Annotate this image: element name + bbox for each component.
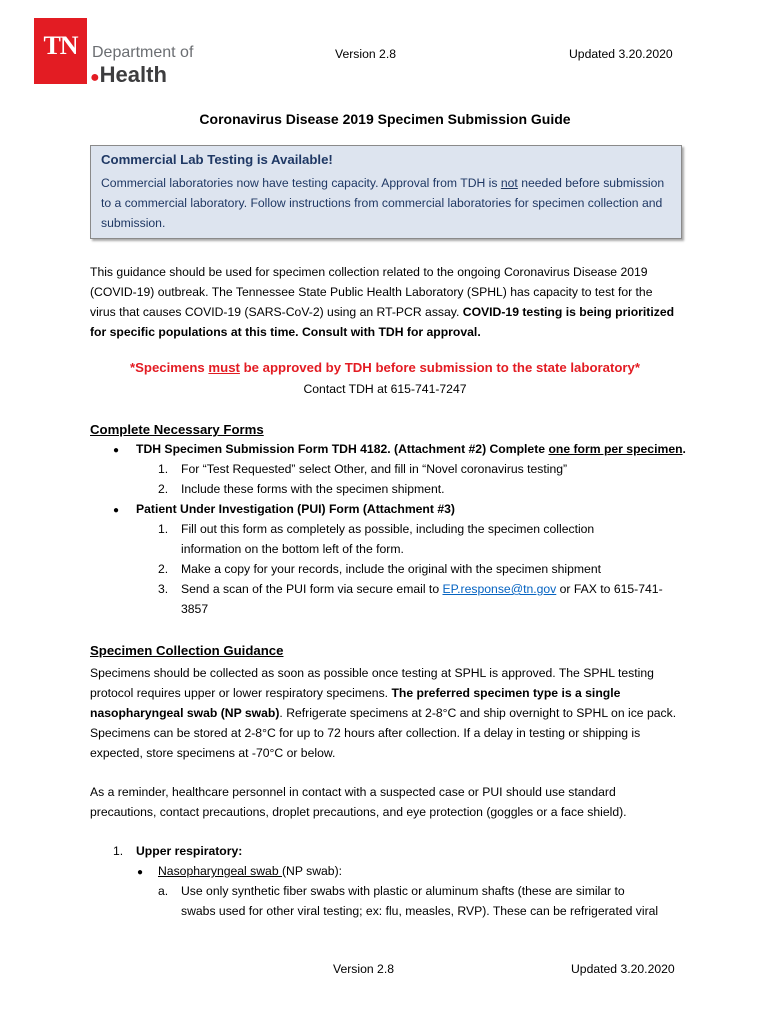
contact-line: Contact TDH at 615-741-7247 [303, 382, 467, 396]
forms-bullet-2: Patient Under Investigation (PUI) Form (Attachment #3) [136, 502, 455, 516]
collection-heading: Specimen Collection Guidance [90, 643, 284, 658]
callout-not-emphasis: not [500, 176, 518, 190]
ep-response-email-link[interactable]: EP.response@tn.gov [442, 582, 557, 596]
approval-warning: *Specimens must be approved by TDH before submission to the state laboratory* [129, 360, 641, 375]
list-number: 1. [158, 462, 169, 476]
upper-respiratory-item: Upper respiratory: [136, 844, 243, 858]
forms-b2-item-2: Make a copy for your records, include the original with the specimen shipment [181, 562, 601, 576]
forms-heading: Complete Necessary Forms [90, 422, 264, 437]
list-number: 3. [158, 582, 169, 596]
logo-department-text: Department of [92, 44, 194, 61]
ppe-reminder-paragraph: As a reminder, healthcare personnel in contact with a suspected case or PUI should use standard precautions, contact precautions, droplet precautions, and eye protection (goggles or a face shield). [90, 785, 627, 819]
page-title: Coronavirus Disease 2019 Specimen Submission Guide [199, 111, 571, 127]
intro-paragraph: This guidance should be used for specimen collection related to the ongoing Coronavirus Disease 2019 (COVID-19) outbreak. The Tennessee State Public Health Laboratory (SPHL) has capacity to test for the virus that causes COVID-19 (SARS-CoV-2) using an RT-PCR assay. COVID-19 testing is being prioritized for specific populations at this time. Consult with TDH for approval. [90, 265, 675, 339]
list-number: 1. [113, 844, 124, 858]
forms-b1-item-2: Include these forms with the specimen shipment. [181, 482, 445, 496]
logo-health-text: ●Health [90, 62, 167, 87]
forms-b2-item-3: Send a scan of the PUI form via secure email to EP.response@tn.gov or FAX to 615-741- [181, 582, 663, 596]
list-letter: a. [158, 884, 169, 898]
list-number: 1. [158, 522, 169, 536]
swab-instruction-a-cont: swabs used for other viral testing; ex: flu, measles, RVP). These can be refrigerated viral [181, 904, 659, 918]
np-swab-item: Nasopharyngeal swab (NP swab): [158, 864, 343, 878]
collection-paragraph: Specimens should be collected as soon as possible once testing at SPHL is approved. The SPHL testing protocol requires upper or lower respiratory specimens. The preferred specimen type is a single nasopharyngeal swab (NP swab). Refrigerate specimens at 2-8°C and ship overnight to SPHL on ice pack. Specimens can be stored at 2-8°C for up to 72 hours after collection. If a delay in testing or shipping is expected, store specimens at -70°C or below. [90, 666, 677, 760]
list-number: 2. [158, 562, 169, 576]
forms-bullet-1: TDH Specimen Submission Form TDH 4182. (Attachment #2) Complete one form per specimen. [136, 442, 686, 456]
callout-body: Commercial laboratories now have testing capacity. Approval from TDH is not needed before submission to a commercial laboratory. Follow instructions from commercial laboratories for specimen collection and submission. [101, 176, 665, 230]
header-version: Version 2.8 [335, 47, 396, 61]
footer-updated: Updated 3.20.2020 [571, 962, 675, 976]
forms-b2-item-3-cont: 3857 [181, 602, 209, 616]
tn-logo-mark: TN [34, 18, 87, 84]
footer-version: Version 2.8 [333, 962, 394, 976]
bullet-icon: ● [113, 445, 120, 456]
forms-b1-item-1: For “Test Requested” select Other, and fill in “Novel coronavirus testing” [181, 462, 568, 476]
list-number: 2. [158, 482, 169, 496]
tn-health-logo [34, 18, 194, 87]
commercial-testing-callout [90, 145, 682, 239]
header-updated: Updated 3.20.2020 [569, 47, 673, 61]
forms-b2-item-1-cont: information on the bottom left of the form. [181, 542, 404, 556]
swab-instruction-a: Use only synthetic fiber swabs with plastic or aluminum shafts (these are similar to [181, 884, 625, 898]
bullet-icon: ● [113, 505, 120, 516]
forms-b2-item-1: Fill out this form as completely as possible, including the specimen collection [181, 522, 595, 536]
callout-title: Commercial Lab Testing is Available! [101, 152, 333, 167]
bullet-icon: ● [137, 867, 144, 878]
